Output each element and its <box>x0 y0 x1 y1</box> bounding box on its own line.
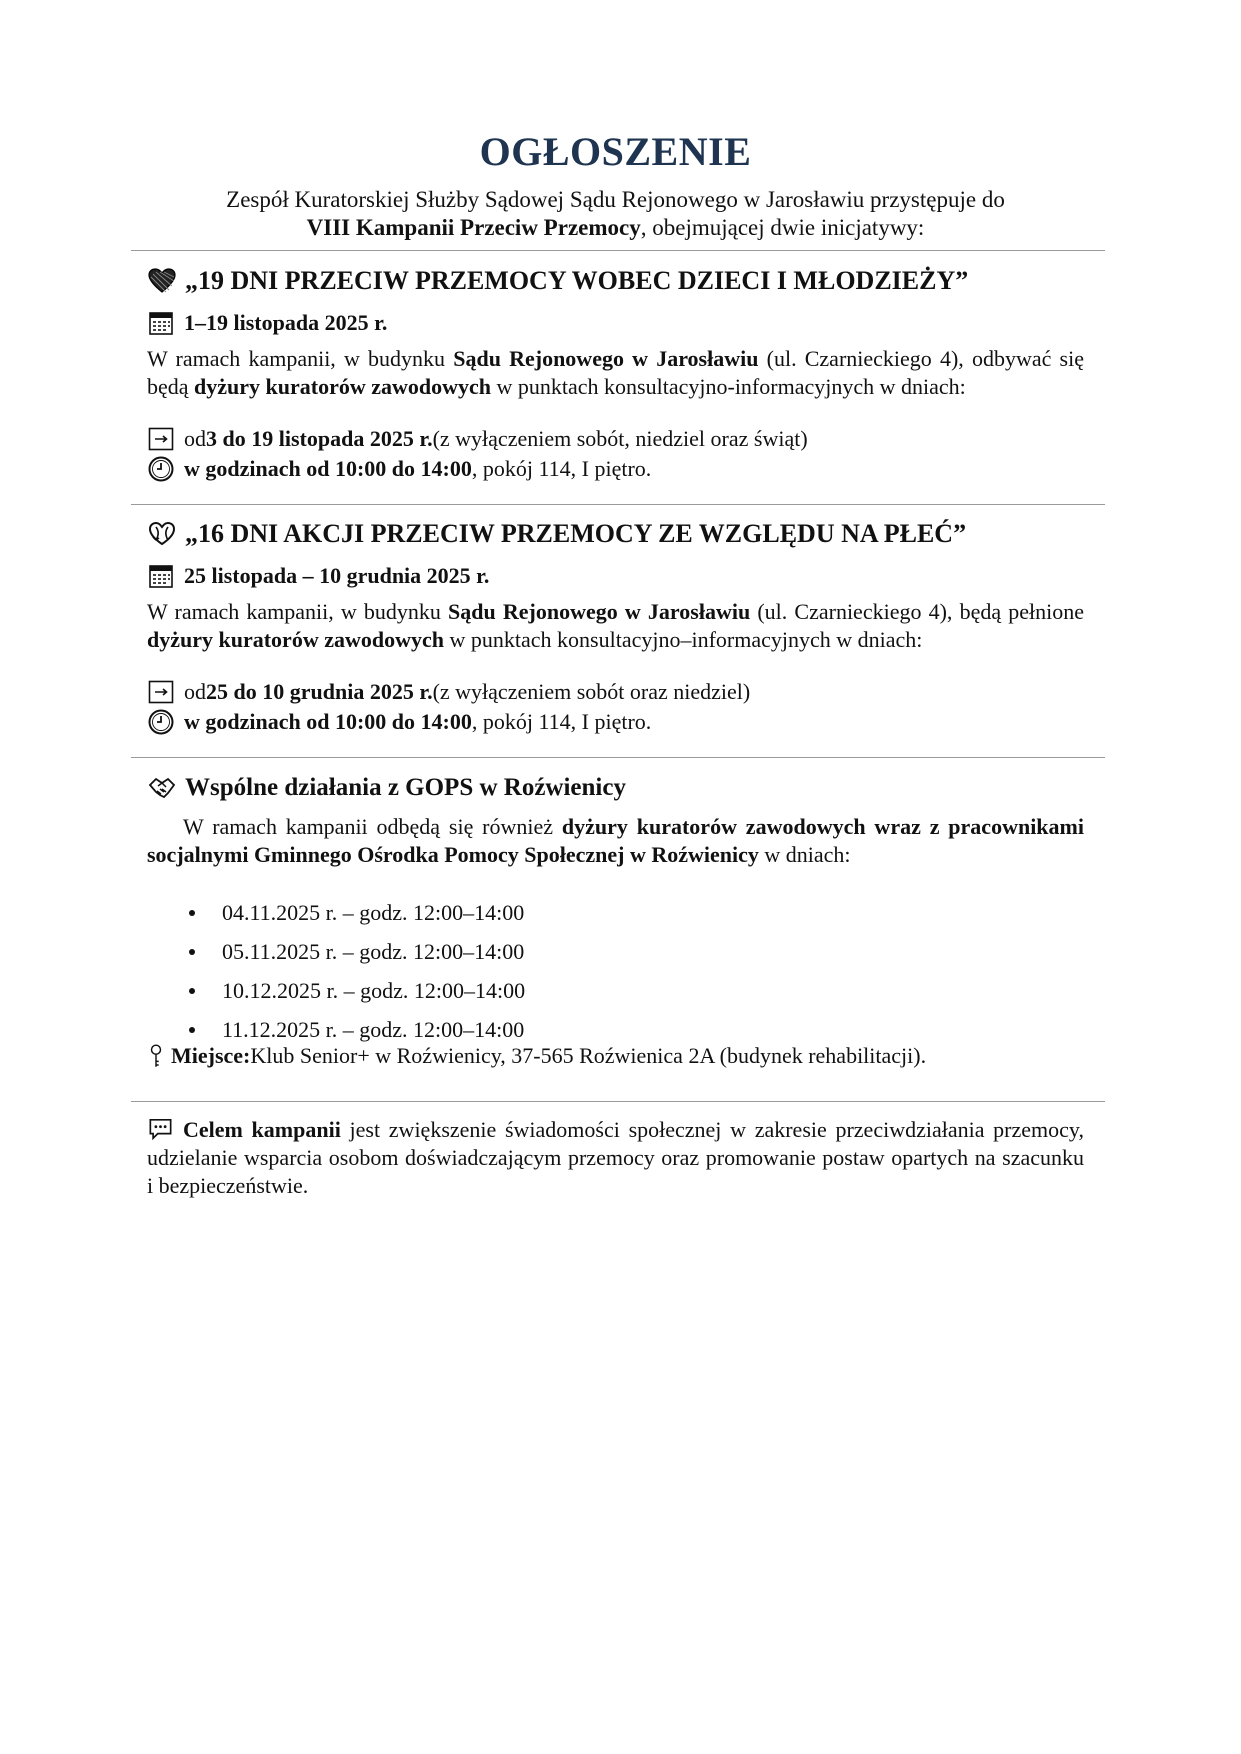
text-bold: Celem kampanii <box>183 1117 341 1142</box>
handshake-icon <box>147 773 177 803</box>
section2-heading <box>147 519 966 549</box>
section3-title: Wspólne działania z GOPS w Roźwienicy <box>185 774 626 801</box>
section2-range <box>147 678 750 706</box>
text: od <box>184 426 206 451</box>
text-bold: 25 do 10 grudnia 2025 r. <box>206 679 433 704</box>
heart-icon <box>147 266 177 296</box>
divider <box>131 1101 1105 1102</box>
text: , pokój 114, I piętro. <box>471 709 652 734</box>
intro-line-1: Zespół Kuratorskiej Służby Sądowej Sądu Rejonowego w Jarosławiu przystępuje do <box>226 187 1005 212</box>
calendar-icon <box>147 562 175 590</box>
text-bold: dyżury kuratorów zawodowych wraz z pracownikami socjalnymi Gminnego Ośrodka Pomocy Społecznej w Roźwienicy <box>147 814 1084 867</box>
section3-place <box>147 1042 926 1070</box>
text: W ramach kampanii, w budynku <box>147 346 454 371</box>
campaign-goal <box>147 1116 1084 1200</box>
location-pin-icon <box>147 1042 165 1070</box>
text-bold: Sądu Rejonowego w Jarosławiu <box>453 346 759 371</box>
list-item: 11.12.2025 r. – godz. 12:00–14:00 <box>147 1010 525 1049</box>
text: (ul. Czarnieckiego 4), będą pełnione <box>750 599 1084 624</box>
arrow-box-icon <box>147 425 175 453</box>
text: Klub Senior+ w Roźwienicy, 37-565 Roźwienica 2A (budynek rehabilitacji). <box>250 1043 927 1068</box>
text: W ramach kampanii, w budynku <box>147 599 449 624</box>
section2-date <box>147 562 489 590</box>
text-bold: dyżury kuratorów zawodowych <box>194 374 492 399</box>
section1-paragraph <box>147 345 1084 401</box>
intro-line-2-rest: , obejmującej dwie inicjatywy: <box>640 215 925 240</box>
text-bold: Sądu Rejonowego w Jarosławiu <box>448 599 751 624</box>
section2-paragraph <box>147 598 1084 654</box>
divider <box>131 757 1105 758</box>
intro-line-2 <box>147 214 1084 242</box>
text: , pokój 114, I piętro. <box>471 456 652 481</box>
clock-icon <box>147 708 175 736</box>
divider <box>131 250 1105 251</box>
ribbon-heart-icon <box>147 519 177 549</box>
section1-range <box>147 425 808 453</box>
text: w punktach konsultacyjno-informacyjnych w dniach: <box>491 374 966 399</box>
calendar-icon <box>147 309 175 337</box>
text: (ul. Czarnieckiego 4), odbywać się będą <box>147 346 1084 399</box>
speech-bubble-icon <box>147 1117 174 1141</box>
text: W ramach kampanii odbędą się również <box>183 814 562 839</box>
list-item: 05.11.2025 r. – godz. 12:00–14:00 <box>147 932 525 971</box>
text: jest zwiększenie świadomości społecznej w zakresie przeciwdziałania przemocy, udzielanie wsparcia osobom doświadczającym przemocy oraz promowanie postaw opartych na szacunku i bezpieczeństwie. <box>147 1117 1084 1198</box>
gops-dates-list <box>147 893 525 1049</box>
text: w punktach konsultacyjno–informacyjnych w dniach: <box>444 627 923 652</box>
text: (z wyłączeniem sobót, niedziel oraz świąt) <box>432 426 808 451</box>
text-bold: w godzinach od 10:00 do 14:00 <box>184 456 472 481</box>
text-bold: w godzinach od 10:00 do 14:00 <box>184 709 472 734</box>
list-item: 04.11.2025 r. – godz. 12:00–14:00 <box>147 893 525 932</box>
intro <box>147 186 1084 242</box>
text: (z wyłączeniem sobót oraz niedziel) <box>432 679 751 704</box>
text: w dniach: <box>758 842 851 867</box>
divider <box>131 504 1105 505</box>
text: od <box>184 679 206 704</box>
text-bold: 3 do 19 listopada 2025 r. <box>206 426 433 451</box>
campaign-name: VIII Kampanii Przeciw Przemocy <box>306 215 641 240</box>
section1-heading <box>147 266 968 296</box>
section1-date-text: 1–19 listopada 2025 r. <box>184 310 388 335</box>
section3-paragraph <box>147 813 1084 869</box>
text-bold: Miejsce: <box>171 1043 251 1068</box>
arrow-box-icon <box>147 678 175 706</box>
section1-hours <box>147 455 651 483</box>
section1-date <box>147 309 387 337</box>
section2-date-text: 25 listopada – 10 grudnia 2025 r. <box>184 563 490 588</box>
section2-title: „16 DNI AKCJI PRZECIW PRZEMOCY ZE WZGLĘDU NA PŁEĆ” <box>185 519 967 548</box>
section1-title: „19 DNI PRZECIW PRZEMOCY WOBEC DZIECI I MŁODZIEŻY” <box>185 266 969 295</box>
page-title: OGŁOSZENIE <box>479 129 752 174</box>
section3-heading <box>147 773 626 803</box>
clock-icon <box>147 455 175 483</box>
text-bold: dyżury kuratorów zawodowych <box>147 627 444 652</box>
section2-hours <box>147 708 651 736</box>
list-item: 10.12.2025 r. – godz. 12:00–14:00 <box>147 971 525 1010</box>
